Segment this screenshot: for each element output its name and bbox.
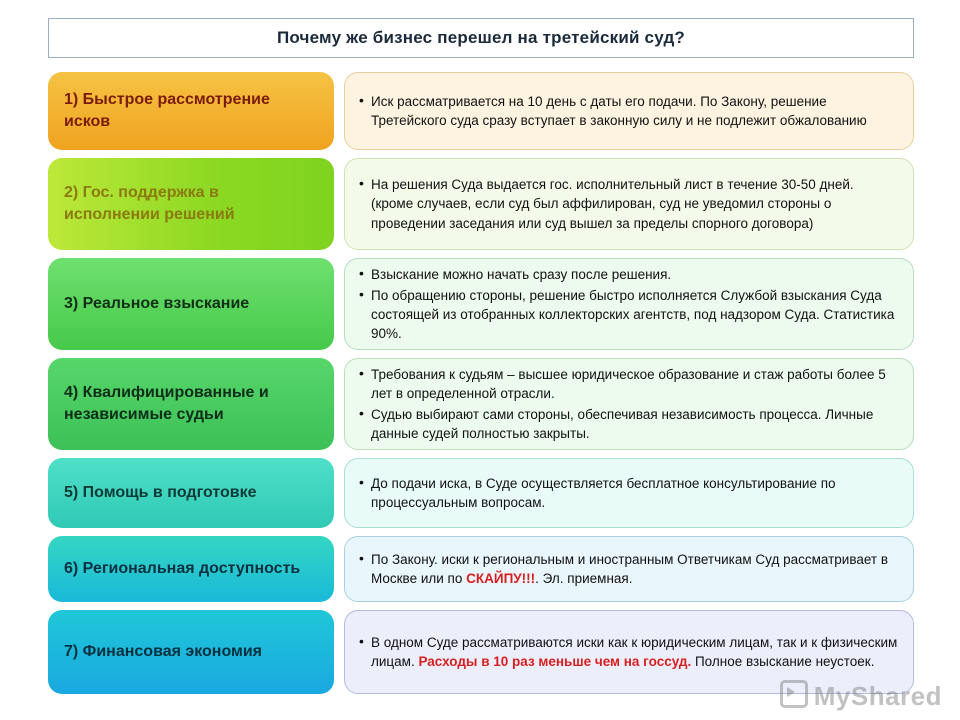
highlighted-text: СКАЙПУ!!! bbox=[466, 571, 536, 586]
row-content-4 bbox=[344, 358, 914, 450]
bullet: • Судью выбирают сами стороны, обеспечивая независимость процесса. Личные данные судей полностью закрыты. bbox=[359, 405, 899, 443]
bullet: • До подачи иска, в Суде осуществляется бесплатное консультирование по процессуальным вопросам. bbox=[359, 474, 899, 512]
table-row bbox=[48, 536, 914, 602]
table-row bbox=[48, 458, 914, 528]
row-label-6-text: 6) Региональная доступность bbox=[64, 560, 301, 578]
table-row bbox=[48, 72, 914, 150]
highlighted-text: Расходы в 10 раз меньше чем на госсуд. bbox=[418, 654, 692, 669]
row-content-3 bbox=[344, 258, 914, 350]
row-label-6[interactable] bbox=[48, 536, 334, 602]
table-row bbox=[48, 610, 914, 694]
row-label-1-text: 1) Быстрое рассмотрение исков bbox=[64, 91, 270, 130]
row-content-7 bbox=[344, 610, 914, 694]
watermark-text: MyShared bbox=[813, 681, 942, 711]
row-content-5 bbox=[344, 458, 914, 528]
row-label-5[interactable] bbox=[48, 458, 334, 528]
bullet: • По Закону. иски к региональным и иностранным Ответчикам Суд рассматривает в Москве или по СКАЙПУ!!!. Эл. приемная. bbox=[359, 550, 899, 588]
row-content-1 bbox=[344, 72, 914, 150]
row-label-1[interactable] bbox=[48, 72, 334, 150]
row-label-5-text: 5) Помощь в подготовке bbox=[64, 484, 257, 502]
page-title-text: Почему же бизнес перешел на третейский суд? bbox=[276, 28, 686, 47]
table-row bbox=[48, 158, 914, 250]
page-title bbox=[48, 18, 914, 58]
bullet: • В одном Суде рассматриваются иски как к юридическим лицам, так и к физическим лицам. Расходы в 10 раз меньше чем на госсуд. Полное взыскание неустоек. bbox=[359, 633, 899, 671]
row-content-6 bbox=[344, 536, 914, 602]
table-row bbox=[48, 358, 914, 450]
rows-container bbox=[48, 72, 914, 702]
bullet: • Взыскание можно начать сразу после решения. bbox=[359, 265, 899, 284]
bullet: • По обращению стороны, решение быстро исполняется Службой взыскания Суда состоящей из отобранных коллекторских агентств, под надзором Суда. Статистика 90%. bbox=[359, 286, 899, 343]
row-label-2-text: 2) Гос. поддержка в исполнении решений bbox=[64, 184, 235, 223]
row-content-2 bbox=[344, 158, 914, 250]
bullet: • Иск рассматривается на 10 день с даты его подачи. По Закону, решение Третейского суда сразу вступает в законную силу и не подлежит обжалованию bbox=[359, 92, 899, 130]
row-label-4[interactable] bbox=[48, 358, 334, 450]
row-label-3[interactable] bbox=[48, 258, 334, 350]
row-label-7-text: 7) Финансовая экономия bbox=[64, 643, 263, 661]
row-label-7[interactable] bbox=[48, 610, 334, 694]
table-row bbox=[48, 258, 914, 350]
row-label-3-text: 3) Реальное взыскание bbox=[64, 295, 250, 313]
bullet: • Требования к судьям – высшее юридическое образование и стаж работы более 5 лет в определенной отрасли. bbox=[359, 365, 899, 403]
bullet: • На решения Суда выдается гос. исполнительный лист в течение 30-50 дней. (кроме случаев, если суд был аффилирован, суд не уведомил стороны о проведении заседания или суд вышел за пределы спорного договора) bbox=[359, 175, 899, 232]
row-label-4-text: 4) Квалифицированные и независимые судьи bbox=[64, 384, 269, 423]
row-label-2[interactable] bbox=[48, 158, 334, 250]
